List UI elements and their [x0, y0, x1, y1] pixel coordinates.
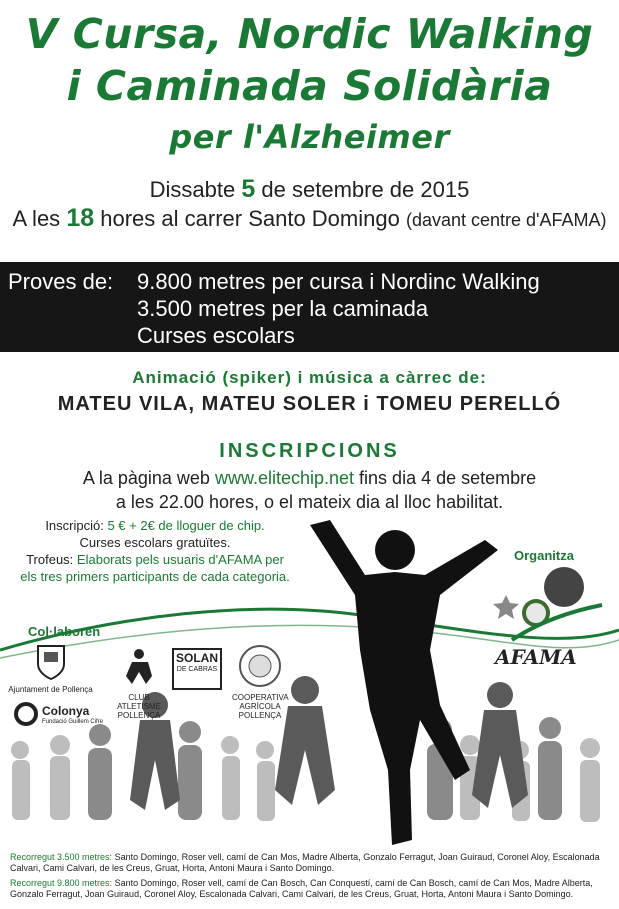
- test-item: Curses escolars: [137, 323, 295, 348]
- route-3500: [10, 852, 610, 874]
- date-prefix: Dissabte: [149, 177, 236, 202]
- animation-heading: Animació (spiker) i música a càrrec de:: [132, 368, 487, 387]
- registration-heading: INSCRIPCIONS: [219, 440, 400, 462]
- fee-value: 5 € + 2€ de lloguer de chip.: [107, 518, 265, 533]
- date-day: 5: [241, 175, 256, 203]
- time-hour: 18: [66, 204, 95, 232]
- test-item: 9.800 metres per cursa i Nordinc Walking: [137, 269, 540, 294]
- event-time: [0, 205, 619, 233]
- colonya-icon: [14, 702, 38, 726]
- route-3500-text: Santo Domingo, Roser vell, camí de Can Mos, Madre Alberta, Gonzalo Ferragut, Joan Guiraud, Coronel Aloy, Escalonada Calvari, Cami Calvari, de les Creus, Gruat, Horta, Antoni Maura i Santo Domingo.: [10, 852, 600, 873]
- seal-icon: [232, 644, 288, 688]
- title-line-1: V Cursa, Nordic Walking: [25, 10, 594, 58]
- organizer-label: Organitza: [514, 548, 574, 563]
- route-9800-label: Recorregut 9.800 metres:: [10, 878, 113, 888]
- trophy-label: Trofeus:: [26, 552, 74, 567]
- time-note: (davant centre d'AFAMA): [405, 210, 607, 230]
- solan-line-1: SOLAN: [176, 651, 218, 665]
- cooperativa-logo: [232, 644, 288, 720]
- cooperativa-name: COOPERATIVA AGRÍCOLA POLLENÇA: [232, 693, 289, 720]
- time-prefix: A les: [12, 206, 61, 231]
- tests-label: Proves de:: [8, 269, 114, 294]
- afama-name: AFAMA: [495, 645, 577, 669]
- ajuntament-name: Ajuntament de Pollença: [8, 685, 93, 694]
- schools-info: Curses escolars gratuïtes.: [79, 535, 231, 550]
- colonya-sub: Fundació Guillem Cifre: [42, 719, 104, 725]
- test-item: 3.500 metres per la caminada: [137, 296, 429, 321]
- time-main: hores al carrer Santo Domingo: [100, 206, 400, 231]
- trophy-value: Elaborats pels usuaris d'AFAMA per els tres primers participants de cada categoria.: [20, 552, 290, 584]
- event-date: [0, 175, 619, 204]
- solan-line-2: DE CABRAS: [176, 666, 218, 673]
- runner-icon: [108, 644, 170, 688]
- route-9800: [10, 878, 610, 900]
- registration-url[interactable]: www.elitechip.net: [214, 468, 355, 488]
- date-suffix: de setembre de 2015: [261, 177, 470, 202]
- registration-line-2: a les 22.00 hores, o el mateix dia al lloc habilitat.: [115, 492, 504, 512]
- collaborators-label: Col·laboren: [28, 624, 101, 639]
- animation-names: MATEU VILA, MATEU SOLER i TOMEU PERELLÓ: [57, 393, 562, 415]
- registration-suffix: fins dia 4 de setembre: [359, 468, 537, 488]
- registration-prefix: A la pàgina web: [82, 468, 210, 488]
- colonya-name: Colonya: [42, 704, 90, 718]
- tests-band: [0, 262, 619, 352]
- fee-label: Inscripció:: [45, 518, 104, 533]
- route-9800-text: Santo Domingo, Roser vell, camí de Can Bosch, Can Conquestí, camí de Can Bosch, camí de Can Mos, Madre Alberta, Gonzalo Ferragut, Joan Guiraud, Coronel Aloy, Escalonada Calvari, Cami Calvari, de les Creus, Gruat, Horta, Antoni Maura i Santo Domingo.: [10, 878, 593, 899]
- registration-text: [0, 466, 619, 514]
- title-line-2: i Caminada Solidària: [66, 62, 553, 110]
- club-name: CLUB ATLETISME POLLENÇA: [117, 693, 161, 720]
- title-line-3: per l'Alzheimer: [169, 118, 450, 156]
- star-icon: [493, 595, 519, 619]
- solan-logo: [172, 648, 222, 690]
- ajuntament-logo: [8, 644, 93, 694]
- club-logo: [108, 644, 170, 720]
- shield-icon: [8, 644, 93, 680]
- route-3500-label: Recorregut 3.500 metres:: [10, 852, 113, 862]
